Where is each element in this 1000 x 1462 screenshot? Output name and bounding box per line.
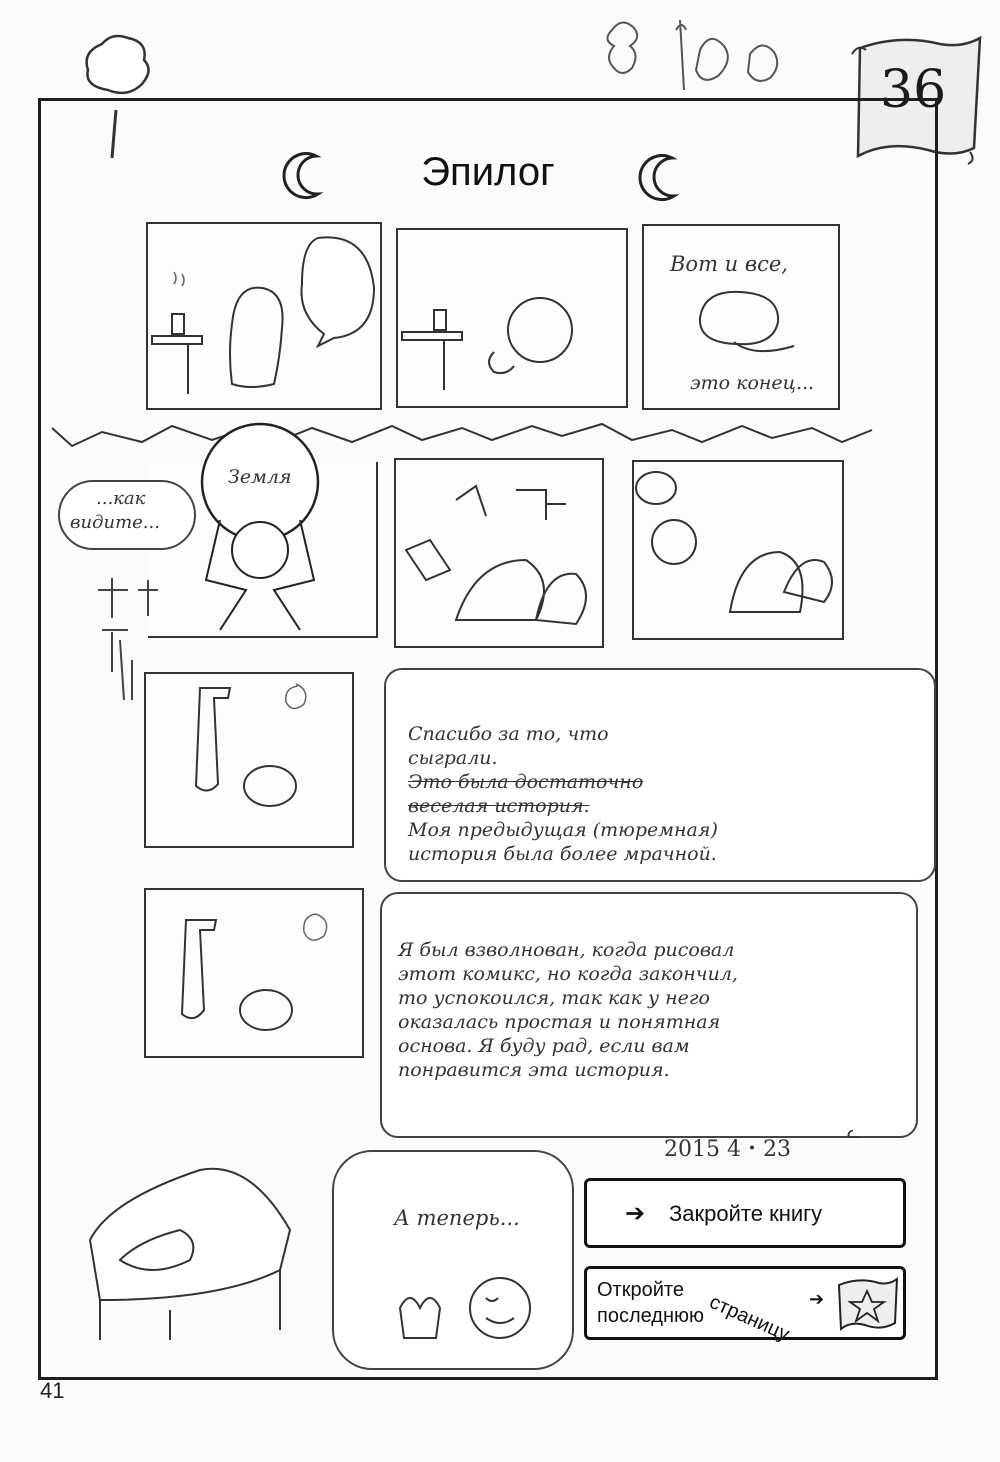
fallen-character-sketch	[146, 890, 366, 1060]
character-sketch	[398, 260, 628, 400]
open-label-line2: последнюю	[597, 1305, 705, 1327]
globe-character-sketch	[190, 420, 340, 640]
arrow-right-icon: ➔	[625, 1200, 646, 1227]
thanks-struck2: веселая история.	[408, 795, 590, 817]
close-book-label: Закройте книгу	[669, 1201, 823, 1226]
comic-panel-1	[146, 222, 382, 410]
panel3-text-top: Вот и все,	[670, 252, 788, 276]
open-label-line1: Откройте	[597, 1279, 684, 1301]
author-note-line4: оказалась простая и понятная	[398, 1011, 721, 1033]
thanks-text	[408, 722, 718, 866]
crowd-sketch	[634, 462, 846, 642]
comic-panel-6	[632, 460, 844, 640]
bubble-text-line1: ...как	[96, 488, 146, 509]
panel3-text-bottom: это конец...	[690, 372, 815, 394]
open-label-curved: страницу	[706, 1291, 793, 1346]
bubble-text-line2: видите...	[70, 512, 160, 533]
arrow-right-icon: ➔	[809, 1289, 825, 1309]
author-note-text	[398, 938, 738, 1082]
author-note-line6: понравится эта история.	[398, 1059, 670, 1081]
bed-icon	[80, 1140, 330, 1350]
signature-mark: ᓚ	[846, 1122, 862, 1143]
date-note: 2015 4・23	[664, 1137, 791, 1162]
thanks-line4: история была более мрачной.	[408, 843, 717, 865]
comic-panel-8	[144, 888, 364, 1058]
speech-bubble-icon	[298, 234, 378, 344]
comic-panel-3	[642, 224, 840, 410]
open-last-page-button[interactable]	[584, 1266, 906, 1346]
author-note-line5: основа. Я буду рад, если вам	[398, 1035, 690, 1057]
zigzag-divider	[52, 418, 932, 458]
thanks-line1: Спасибо за то, что	[408, 723, 609, 745]
now-text: А теперь...	[394, 1206, 520, 1230]
comic-panel-5	[394, 458, 604, 648]
page-number: 41	[40, 1378, 65, 1403]
fallen-character-sketch	[146, 674, 356, 850]
top-sketch-figures	[600, 10, 800, 90]
thanks-line3: Моя предыдущая (тюремная)	[408, 819, 718, 841]
page-title: Эпилог	[421, 150, 555, 194]
crescent-moon-icon	[636, 152, 686, 202]
author-note-line2: этот комикс, но когда закончил,	[398, 963, 738, 985]
sleeping-faces-sketch	[390, 1268, 550, 1348]
globe-label: Земля	[228, 466, 292, 488]
action-sketch	[396, 460, 606, 650]
thanks-struck1: Это была достаточно	[408, 771, 644, 793]
author-note-line3: то успокоился, так как у него	[398, 987, 710, 1009]
character-sketch	[694, 288, 814, 368]
thanks-line2: сыграли.	[408, 747, 498, 769]
author-note-line1: Я был взволнован, когда рисовал	[398, 939, 735, 961]
comic-panel-2	[396, 228, 628, 408]
close-book-button[interactable]	[584, 1178, 906, 1248]
star-flag-icon	[831, 1275, 901, 1335]
comic-panel-7	[144, 672, 354, 848]
chapter-number: 36	[880, 60, 947, 120]
